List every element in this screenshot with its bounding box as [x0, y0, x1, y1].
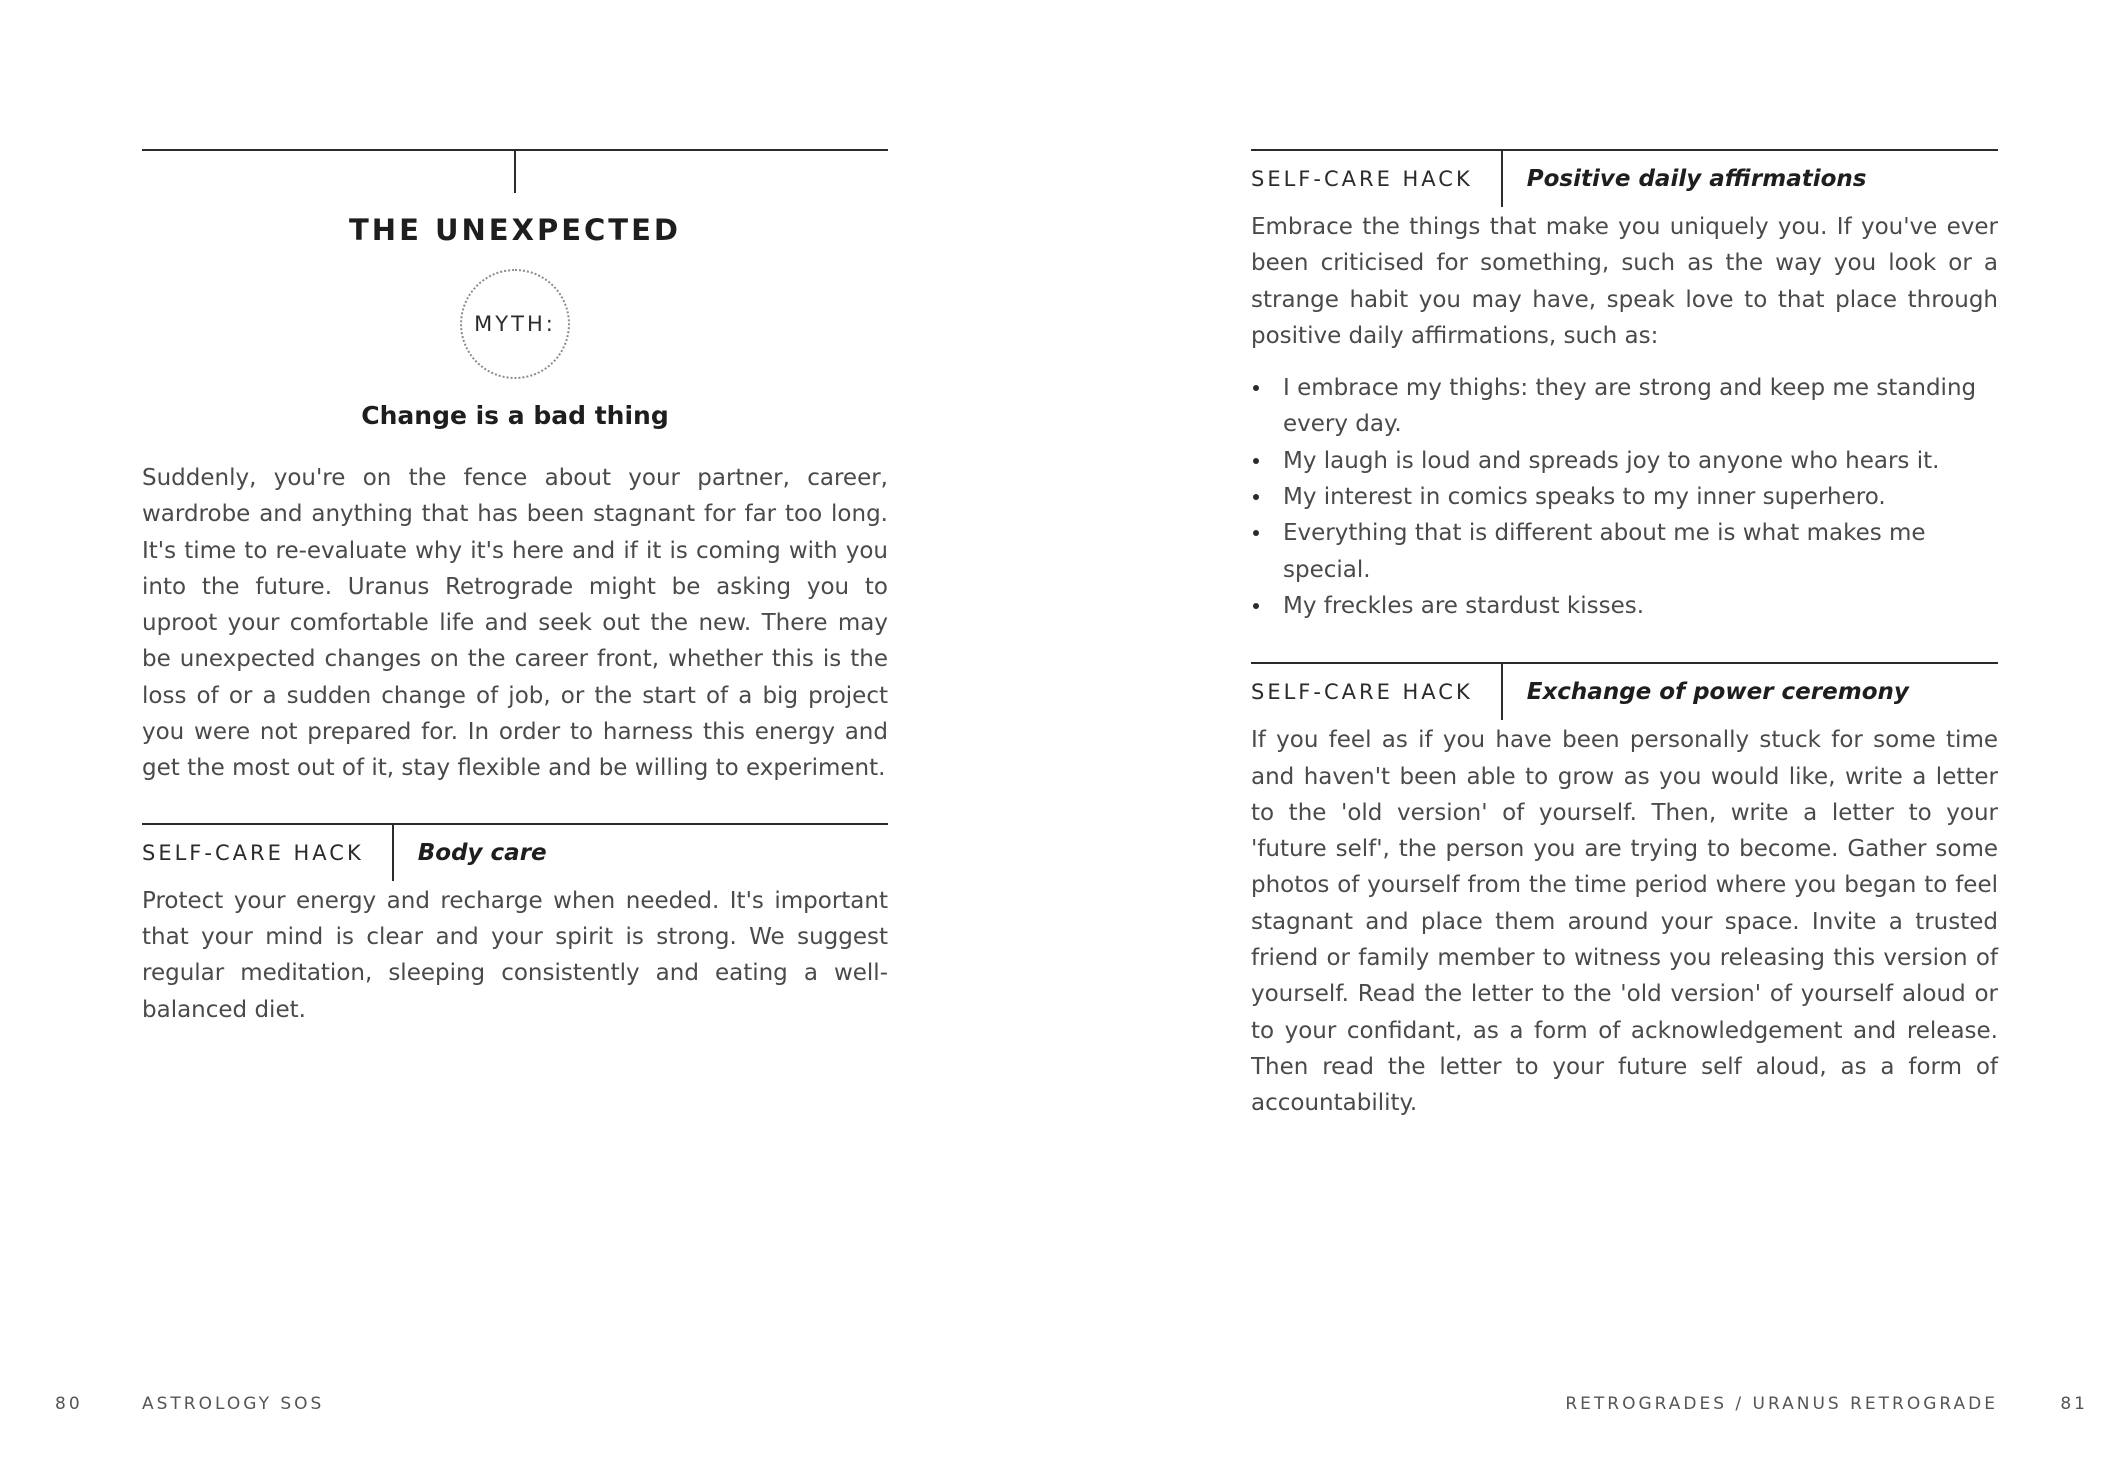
list-item	[1251, 515, 1998, 588]
self-care-hack-header	[1251, 151, 1998, 207]
hack-title: Positive daily affirmations	[1526, 166, 1867, 192]
self-care-hack-header	[1251, 664, 1998, 720]
right-running-head: RETROGRADES / URANUS RETROGRADE	[1565, 1394, 1998, 1414]
left-running-head: ASTROLOGY SOS	[142, 1394, 325, 1414]
list-item	[1251, 370, 1998, 443]
hack-title: Body care	[417, 839, 547, 866]
bullet-icon	[1253, 385, 1259, 391]
self-care-hack-header	[142, 825, 888, 881]
bullet-icon	[1253, 458, 1259, 464]
hack1-paragraph: Embrace the things that make you uniquely you. If you've ever been criticised for something, such as the way you look or a strange habit you may have, speak love to that place through positive daily affirmations, such as:	[1251, 214, 1998, 349]
hack2-paragraph: If you feel as if you have been personally stuck for some time and haven't been able to grow as you would like, write a letter to the 'old version' of yourself. Then, write a letter to your 'future self', the person you are trying to become. Gather some photos of yourself from the time period where you began to feel stagnant and place them around your space. Invite a trusted friend or family member to witness you releasing this version of yourself. Read the letter to the 'old version' of yourself aloud or to your confidant, as a form of acknowledgement and release. Then read the letter to your future self aloud, as a form of accountability.	[1251, 727, 1998, 1117]
affirmation-text: Everything that is different about me is what makes me special.	[1283, 520, 1926, 583]
affirmation-text: I embrace my thighs: they are strong and keep me standing every day.	[1283, 375, 1977, 438]
myth-statement: Change is a bad thing	[361, 401, 669, 430]
list-item	[1251, 443, 1998, 479]
hack-label: SELF-CARE HACK	[1251, 151, 1503, 207]
intro-paragraph: Suddenly, you're on the fence about your partner, career, wardrobe and anything that has been stagnant for far too long. It's time to re-evaluate why it's here and if it is coming with you into the future. Uranus Retrograde might be asking you to uproot your comfortable life and seek out the new. There may be unexpected changes on the career front, whether this is the loss of or a sudden change of job, or the start of a big project you were not prepared for. In order to harness this energy and get the most out of it, stay flexible and be willing to experiment.	[142, 465, 888, 782]
hack-paragraph: Protect your energy and recharge when needed. It's important that your mind is clear and your spirit is strong. We suggest regular meditation, sleeping consistently and eating a well-balanced diet.	[142, 887, 888, 1023]
bullet-icon	[1253, 530, 1259, 536]
right-page-number: 81	[2060, 1394, 2088, 1414]
right-page	[1251, 149, 1998, 1122]
hack-label: SELF-CARE HACK	[142, 825, 394, 881]
affirmation-text: My freckles are stardust kisses.	[1283, 592, 1645, 619]
myth-label: MYTH:	[474, 312, 556, 336]
list-item	[1251, 479, 1998, 515]
bullet-icon	[1253, 603, 1259, 609]
myth-badge	[460, 269, 570, 379]
left-page-number: 80	[55, 1394, 83, 1414]
section-rule-stem	[514, 151, 516, 193]
list-item	[1251, 588, 1998, 624]
affirmation-list	[1251, 370, 1998, 624]
affirmation-text: My interest in comics speaks to my inner superhero.	[1283, 484, 1886, 511]
hack-title: Exchange of power ceremony	[1526, 679, 1909, 706]
hack-label: SELF-CARE HACK	[1251, 664, 1503, 720]
left-page	[142, 149, 888, 1028]
section-title: THE UNEXPECTED	[349, 213, 681, 247]
bullet-icon	[1253, 494, 1259, 500]
affirmation-text: My laugh is loud and spreads joy to anyone who hears it.	[1283, 447, 1940, 474]
